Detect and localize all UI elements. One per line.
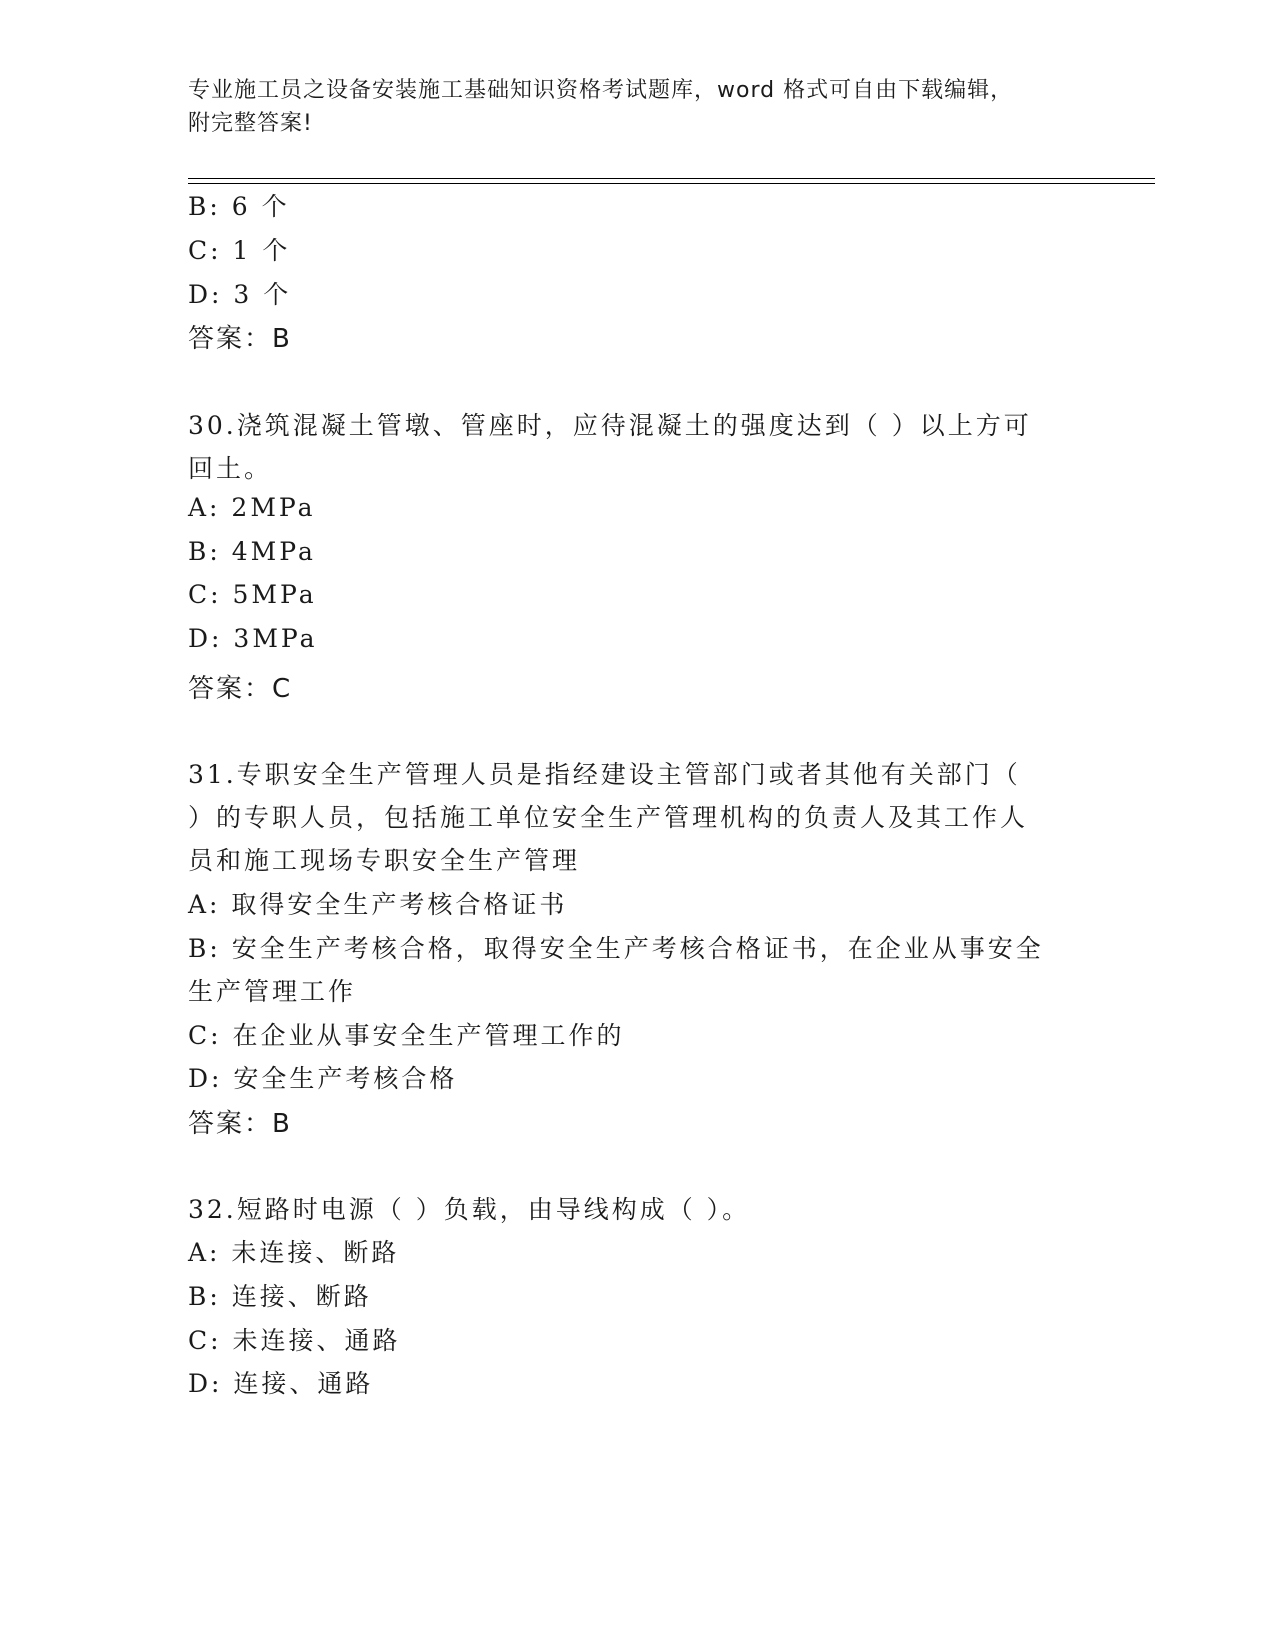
answer-label: 答案：B (188, 1109, 292, 1139)
question-stem: ）的专职人员，包括施工单位安全生产管理机构的负责人及其工作人 (188, 803, 1029, 832)
question-stem: 31.专职安全生产管理人员是指经建设主管部门或者其他有关部门（ (188, 760, 1021, 789)
question-stem: 员和施工现场专职安全生产管理 (188, 846, 581, 875)
question-stem: 32.短路时电源（ ）负载，由导线构成（ ）。 (188, 1195, 751, 1224)
option-b: B: 连接、断路 (188, 1282, 372, 1311)
option-a: A: 未连接、断路 (188, 1238, 400, 1267)
answer-label: 答案：B (188, 324, 292, 354)
option-b: B: 6 个 (188, 192, 290, 221)
option-c: C: 5MPa (188, 580, 317, 609)
header-line-1: 专业施工员之设备安装施工基础知识资格考试题库，word 格式可自由下载编辑， (188, 78, 1014, 103)
header-line-2: 附完整答案! (188, 111, 313, 136)
question-stem: 30.浇筑混凝土管墩、管座时，应待混凝土的强度达到（ ）以上方可 (188, 411, 1032, 440)
option-c: C: 在企业从事安全生产管理工作的 (188, 1021, 625, 1050)
option-d: D: 安全生产考核合格 (188, 1064, 458, 1093)
answer-label: 答案：C (188, 674, 293, 704)
option-d: D: 3MPa (188, 624, 318, 653)
option-d: D: 3 个 (188, 280, 292, 309)
option-b: B: 4MPa (188, 537, 316, 566)
option-a: A: 2MPa (188, 493, 316, 522)
document-header (188, 74, 1068, 140)
header-divider-bottom (188, 183, 1155, 184)
option-a: A: 取得安全生产考核合格证书 (188, 890, 568, 919)
header-divider-top (188, 178, 1155, 179)
option-b-continuation: 生产管理工作 (188, 977, 357, 1006)
option-d: D: 连接、通路 (188, 1369, 374, 1398)
option-b: B: 安全生产考核合格，取得安全生产考核合格证书，在企业从事安全 (188, 934, 1044, 963)
question-stem: 回土。 (188, 454, 273, 483)
option-c: C: 1 个 (188, 236, 291, 265)
option-c: C: 未连接、通路 (188, 1326, 401, 1355)
